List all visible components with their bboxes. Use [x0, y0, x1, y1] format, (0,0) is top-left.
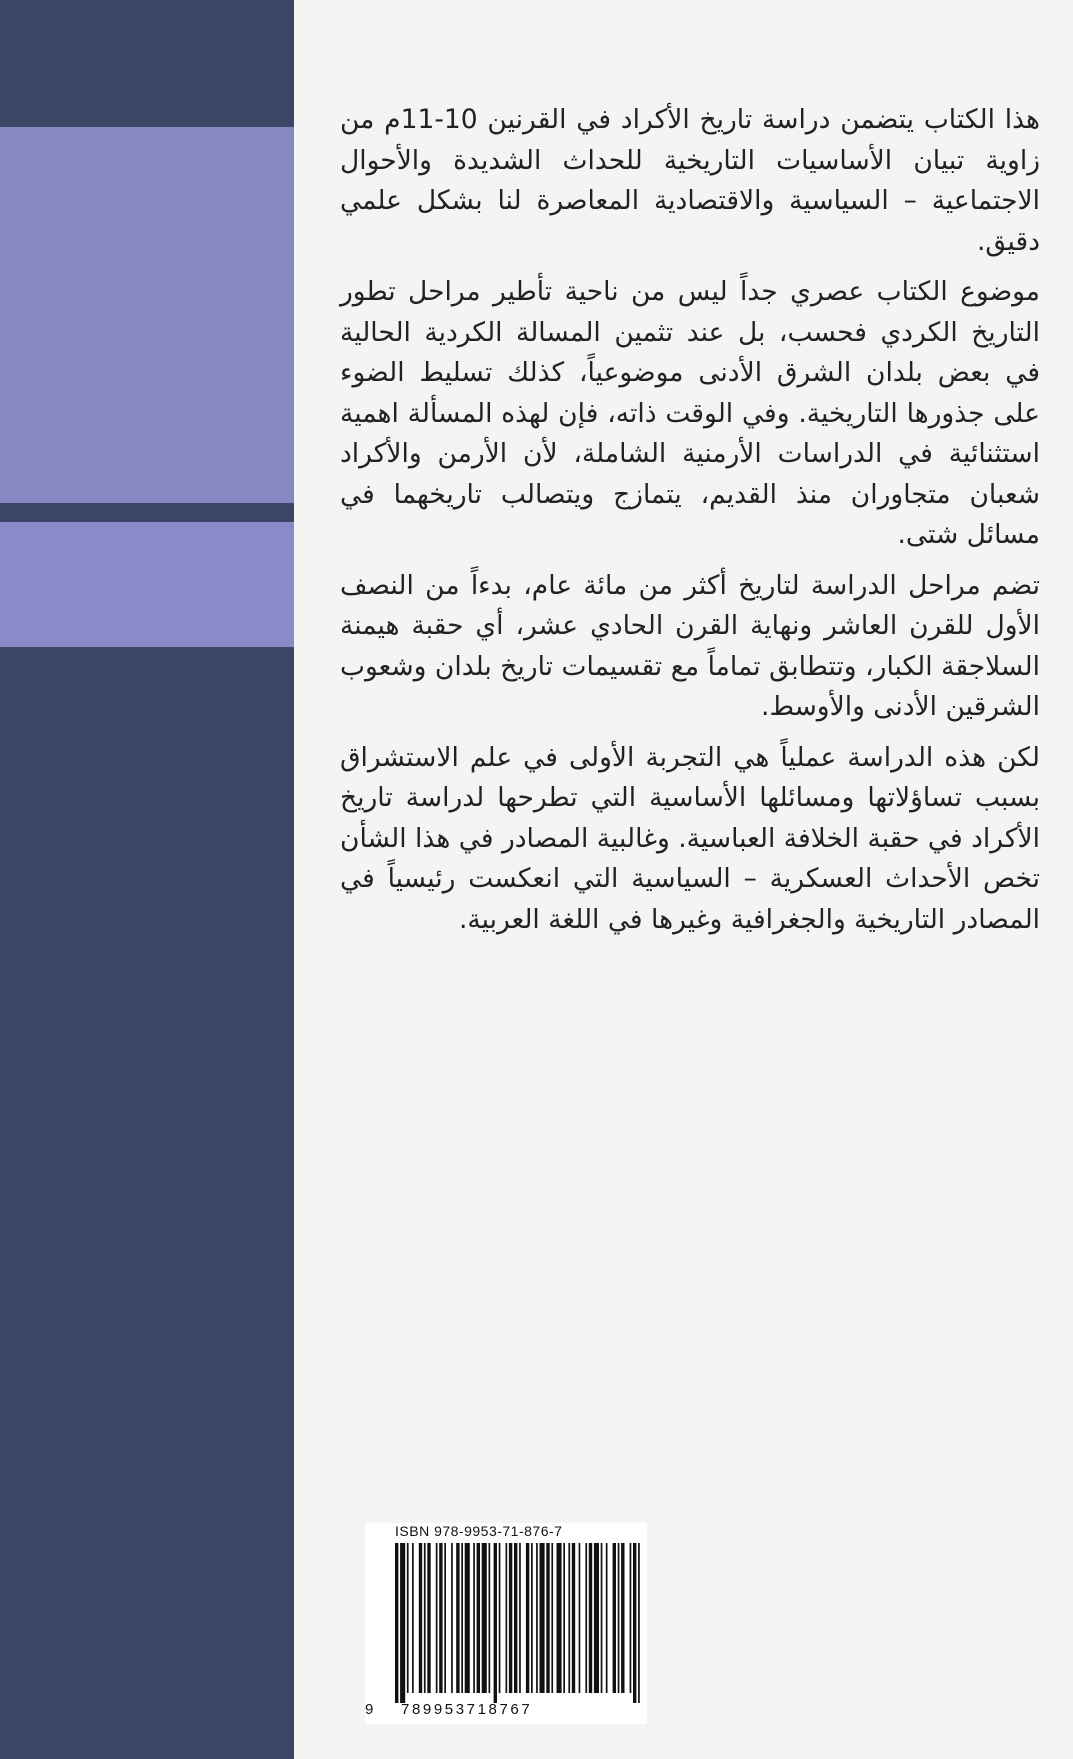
spine-panel	[0, 0, 294, 1759]
back-cover-blurb	[340, 100, 1040, 950]
blurb-paragraph-4: لكن هذه الدراسة عملياً هي التجربة الأولى في علم الاستشراق بسبب تساؤلاتها ومسائلها الأساسية التي تطرحها لدراسة تاريخ الأكراد في حقبة الخلافة العباسية. وغالبية المصادر في هذا الشأن تخص الأحداث العسكرية – السياسية التي انعكست رئيسياً في المصادر التاريخية والجغرافية وغيرها في اللغة العربية.	[340, 741, 1040, 935]
barcode-digits: 789953718767	[401, 1701, 533, 1718]
blurb-paragraph-2: موضوع الكتاب عصري جداً ليس من ناحية تأطير مراحل تطور التاريخ الكردي فحسب، بل عند تثمين المسالة الكردية الحالية في بعض بلدان الشرق الأدنى موضوعياً، كذلك تسليط الضوء على جذورها التاريخية. وفي الوقت ذاته، فإن لهذه المسألة اهمية استثنائية في الدراسات الأرمنية الشاملة، لأن الأرمن والأكراد شعبان متجاوران منذ القديم، يتمازج ويتصالب تاريخهما في مسائل شتى.	[340, 276, 1040, 550]
blurb-paragraph-3: تضم مراحل الدراسة لتاريخ أكثر من مائة عام، بدءاً من النصف الأول للقرن العاشر ونهاية القرن الحادي عشر، أي حقبة هيمنة السلاجقة الكبار، وتتطابق تماماً مع تقسيمات تاريخ بلدان وشعوب الشرقين الأدنى والأوسط.	[340, 569, 1040, 722]
spine-color-band-lower	[0, 522, 294, 647]
barcode-lead-digit: 9	[365, 1701, 374, 1718]
blurb-paragraph-1: هذا الكتاب يتضمن دراسة تاريخ الأكراد في القرنين 10-11م من زاوية تبيان الأساسيات التاريخية للحداث الشديدة والأحوال الاجتماعية – السياسية والاقتصادية المعاصرة لنا بشكل علمي دقيق.	[340, 104, 1041, 257]
barcode-icon	[393, 1543, 643, 1703]
isbn-barcode-block	[365, 1523, 647, 1724]
spine-color-band-upper	[0, 127, 294, 503]
isbn-label: ISBN 978-9953-71-876-7	[395, 1523, 563, 1539]
